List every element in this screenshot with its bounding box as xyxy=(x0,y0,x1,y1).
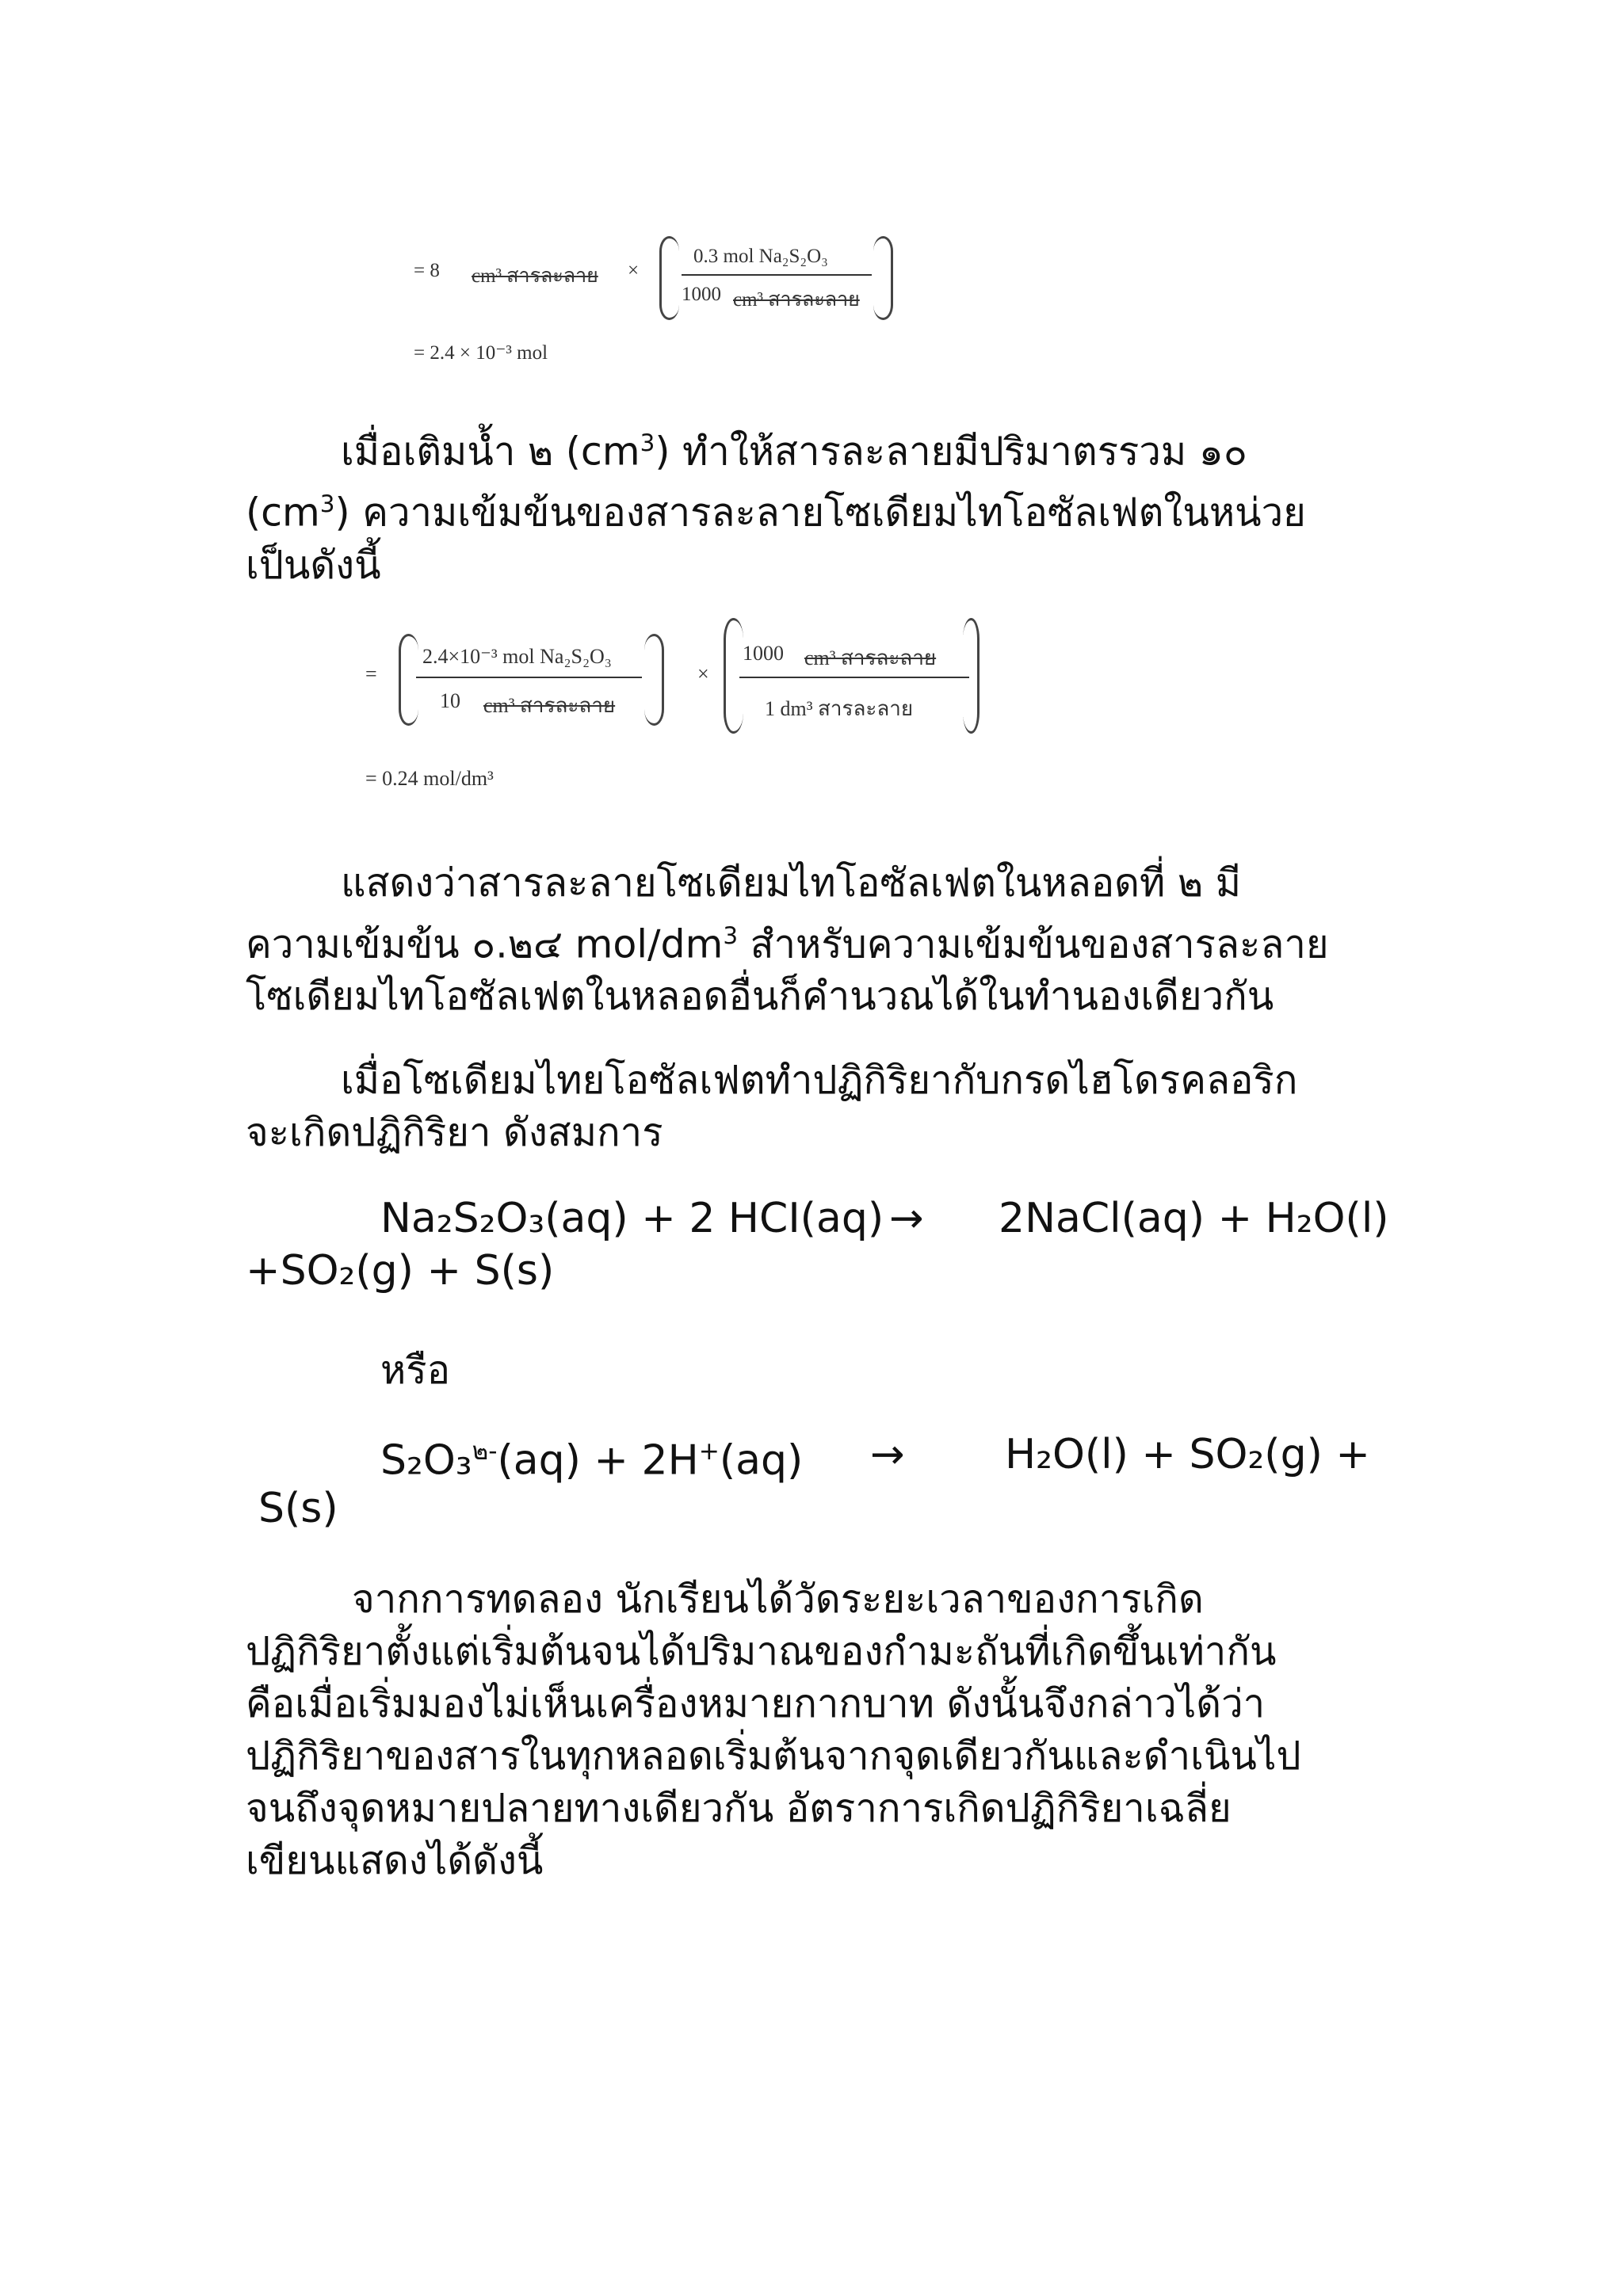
superscript: 3 xyxy=(723,922,739,949)
calculation-image-2 xyxy=(361,610,979,808)
paragraph-concentration xyxy=(246,857,1371,1023)
calc1-numerator: 0.3 mol Na₂S₂O₃ xyxy=(693,246,828,267)
calc2-numerator-2-value: 1000 xyxy=(743,642,784,665)
superscript: 3 xyxy=(640,429,655,456)
paragraph-dilution xyxy=(246,417,1371,592)
calc1-denominator-unit: cm³ สารละลาย xyxy=(733,289,860,311)
text: เมื่อโซเดียมไทยโอซัลเฟตทำปฏิกิริยากับกรดไฮโดรคลอริก xyxy=(341,1058,1298,1103)
equation-2-arrow: → xyxy=(870,1431,905,1478)
right-paren xyxy=(873,236,893,320)
calc2-result: = 0.24 mol/dm³ xyxy=(365,767,494,790)
calc1-unit: cm³ สารละลาย xyxy=(472,265,598,287)
equation-1-arrow: → xyxy=(889,1195,924,1242)
equation-2-continuation: S(s) xyxy=(258,1485,338,1532)
calc1-denominator-number: 1000 xyxy=(682,284,721,305)
calc2-times: × xyxy=(697,662,709,685)
text: S₂O₃ xyxy=(380,1436,472,1485)
text: โซเดียมไทโอซัลเฟตในหลอดอื่นก็คำนวณได้ในทำนองเดียวกัน xyxy=(246,974,1274,1020)
text: จากการทดลอง นักเรียนได้วัดระยะเวลาของการเกิด xyxy=(352,1577,1204,1622)
superscript: 3 xyxy=(319,490,335,518)
text: จนถึงจุดหมายปลายทางเดียวกัน อัตราการเกิดปฏิกิริยาเฉลี่ย xyxy=(246,1786,1232,1831)
equation-1-continuation: +SO₂(g) + S(s) xyxy=(246,1247,555,1295)
text: เป็นดังนี้ xyxy=(246,542,381,588)
calc2-numerator-1: 2.4×10⁻³ mol Na₂S₂O₃ xyxy=(422,645,612,668)
text: เขียนแสดงได้ดังนี้ xyxy=(246,1838,544,1883)
text: จะเกิดปฏิกิริยา ดังสมการ xyxy=(246,1110,663,1155)
equation-2-right: H₂O(l) + SO₂(g) + xyxy=(1005,1431,1370,1478)
text: ปฏิกิริยาตั้งแต่เริ่มต้นจนได้ปริมาณของกำมะถันที่เกิดขึ้นเท่ากัน xyxy=(246,1629,1277,1674)
equation-1-right: 2NaCl(aq) + H₂O(l) xyxy=(999,1195,1389,1242)
text: เมื่อเติมน้ำ ๒ (cm xyxy=(341,429,640,475)
calc2-denominator-2: 1 dm³ สารละลาย xyxy=(765,697,914,720)
fraction-bar xyxy=(682,274,872,276)
calc2-numerator-2-unit: cm³ สารละลาย xyxy=(804,646,937,669)
text: (aq) xyxy=(719,1436,804,1485)
paragraph-reaction-intro xyxy=(246,1055,1371,1159)
right-paren xyxy=(963,618,980,734)
left-paren xyxy=(659,236,679,320)
text: (cm xyxy=(246,490,320,536)
calc2-denominator-1-unit: cm³ สารละลาย xyxy=(483,694,616,717)
text: ) ความเข้มข้นของสารละลายโซเดียมไทโอซัลเฟตในหน่วย xyxy=(334,490,1306,536)
charge: ๒- xyxy=(472,1437,498,1466)
text: (aq) + 2H xyxy=(497,1436,699,1485)
text: แสดงว่าสารละลายโซเดียมไทโอซัลเฟตในหลอดที่ ๒ มี xyxy=(341,860,1242,906)
fraction-bar xyxy=(416,677,642,678)
calc2-equals: = xyxy=(365,662,377,685)
paragraph-experiment xyxy=(246,1573,1371,1887)
charge: + xyxy=(698,1437,720,1466)
text: ) ทำให้สารละลายมีปริมาตรรวม ๑๐ xyxy=(655,429,1247,475)
calculation-image-1 xyxy=(404,230,911,380)
or-label: หรือ xyxy=(380,1348,451,1393)
right-paren xyxy=(644,634,664,726)
equation-2-left xyxy=(380,1431,803,1484)
calc2-denominator-1-number: 10 xyxy=(440,689,460,712)
text: คือเมื่อเริ่มมองไม่เห็นเครื่องหมายกากบาท ดังนั้นจึงกล่าวได้ว่า xyxy=(246,1681,1266,1726)
fraction-bar xyxy=(739,677,969,678)
calc1-result: = 2.4 × 10⁻³ mol xyxy=(414,342,548,364)
left-paren xyxy=(399,634,418,726)
text: สำหรับความเข้มข้นของสารละลาย xyxy=(738,921,1329,967)
text: ปฏิกิริยาของสารในทุกหลอดเริ่มต้นจากจุดเดียวกันและดำเนินไป xyxy=(246,1733,1301,1779)
calc1-times: × xyxy=(628,260,640,281)
left-paren xyxy=(724,618,743,734)
calc1-prefix: = 8 xyxy=(414,260,440,281)
equation-1-left: Na₂S₂O₃(aq) + 2 HCI(aq) xyxy=(380,1195,884,1242)
text: ความเข้มข้น ๐.๒๔ mol/dm xyxy=(246,921,724,967)
